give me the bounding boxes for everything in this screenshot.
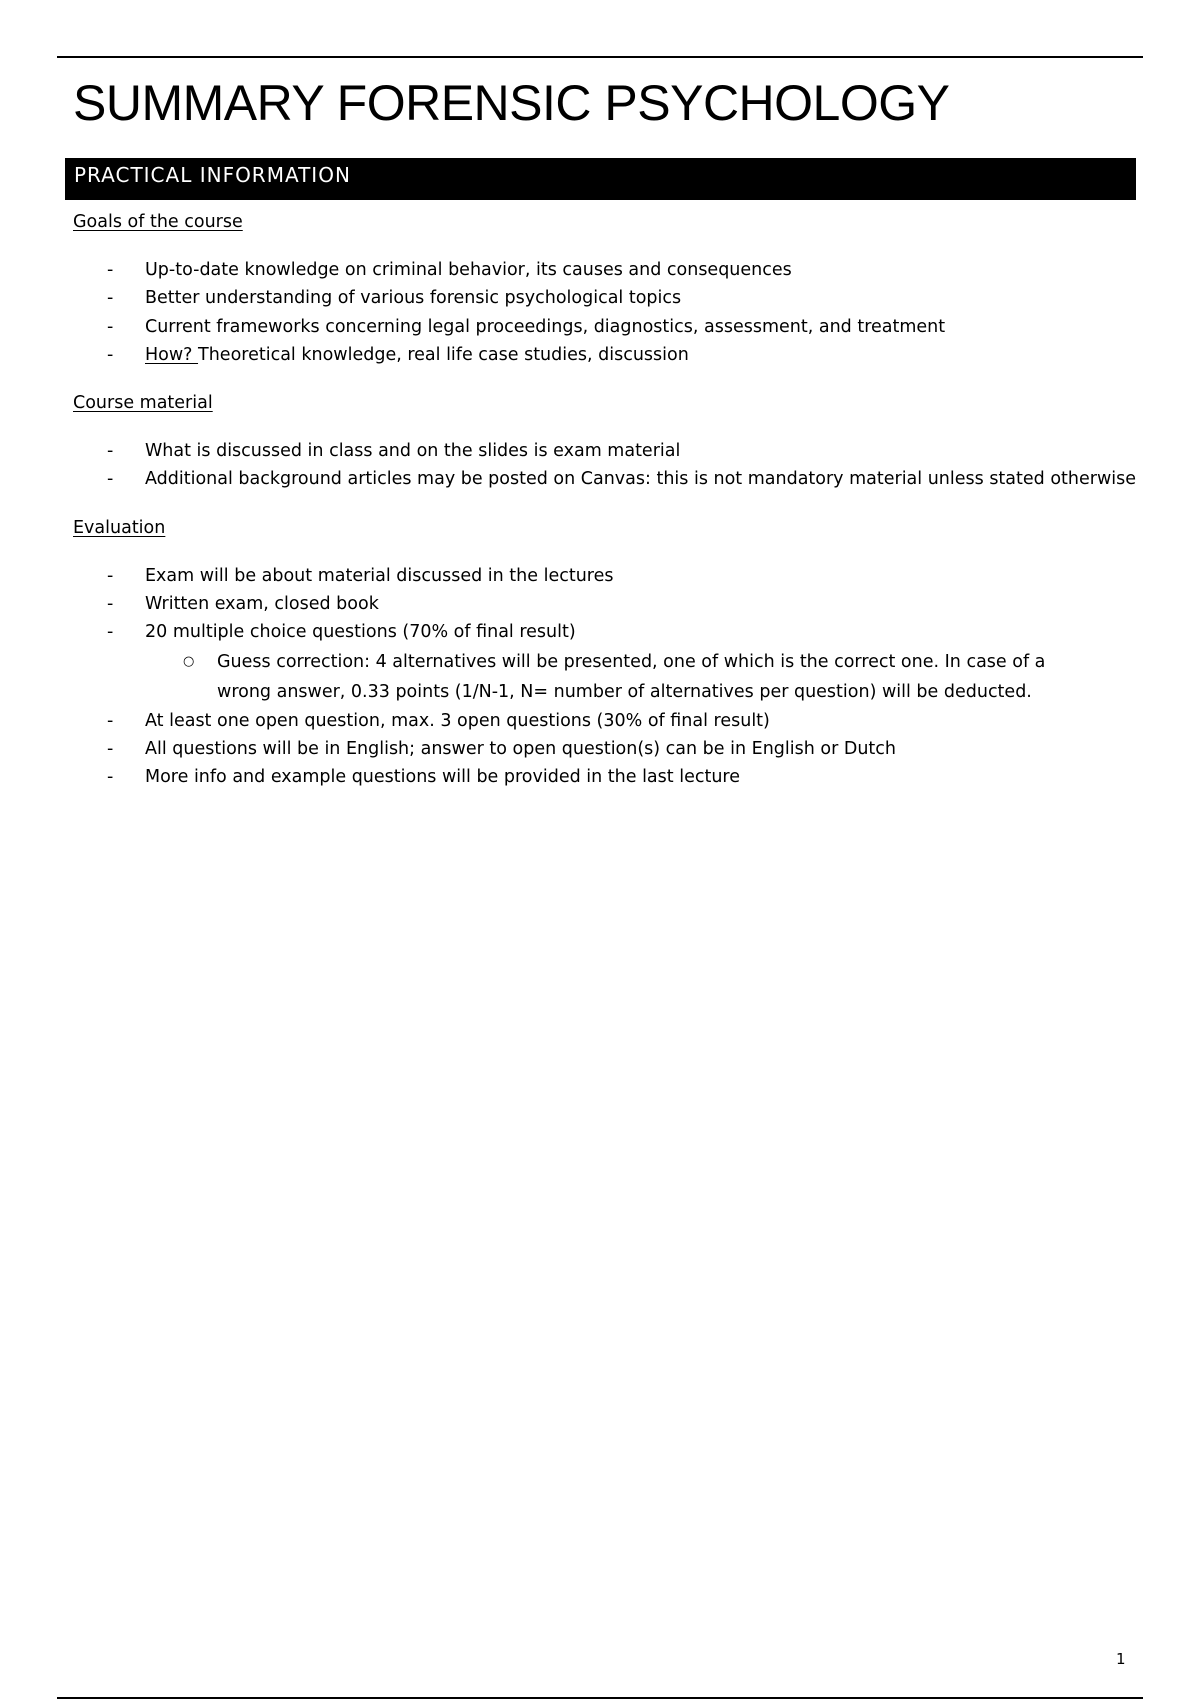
dash-bullet: - <box>107 767 114 788</box>
dash-bullet: - <box>107 288 114 309</box>
goals-heading: Goals of the course <box>73 212 243 232</box>
list-item <box>73 437 1133 465</box>
dash-bullet: - <box>107 710 114 731</box>
dash-bullet: - <box>107 316 114 337</box>
page-number: 1 <box>1116 1650 1126 1668</box>
evaluation-item-text: All questions will be in English; answer to open question(s) can be in English or Dutch <box>145 738 896 759</box>
list-item <box>73 707 1133 735</box>
circle-bullet: ○ <box>183 653 195 669</box>
dash-bullet: - <box>107 469 114 490</box>
course-material-heading: Course material <box>73 393 213 414</box>
material-item-text: What is discussed in class and on the slides is exam material <box>145 441 681 462</box>
how-label: How? <box>145 344 199 365</box>
top-rule <box>57 56 1143 58</box>
dash-bullet: - <box>107 622 114 643</box>
course-material-list <box>73 437 1136 494</box>
list-item <box>73 341 1133 369</box>
list-item <box>73 735 1133 763</box>
evaluation-list <box>73 562 1133 792</box>
section-title: PRACTICAL INFORMATION <box>74 163 351 187</box>
list-item <box>73 284 1133 312</box>
evaluation-item-text: Written exam, closed book <box>145 594 379 615</box>
evaluation-item-text: Exam will be about material discussed in the lectures <box>145 565 614 586</box>
dash-bullet: - <box>107 594 114 615</box>
dash-bullet: - <box>107 441 114 462</box>
goals-item-text: Up-to-date knowledge on criminal behavior, its causes and consequences <box>145 260 792 280</box>
guess-correction-text: Guess correction: 4 alternatives will be presented, one of which is the correct one. In case of a wrong answer, 0.33 points (1/N-1, N= number of alternatives per question) will be deducted. <box>217 651 1046 702</box>
sub-list-item <box>145 647 1102 707</box>
evaluation-heading: Evaluation <box>73 517 166 538</box>
goals-list <box>73 256 1133 369</box>
list-item <box>73 465 1136 493</box>
list-item <box>73 256 1133 284</box>
list-item <box>73 590 1133 618</box>
evaluation-item-text: At least one open question, max. 3 open questions (30% of final result) <box>145 710 770 731</box>
dash-bullet: - <box>107 344 114 365</box>
how-text: Theoretical knowledge, real life case studies, discussion <box>198 344 689 365</box>
goals-item-text: Better understanding of various forensic psychological topics <box>145 288 682 309</box>
list-item <box>73 562 1133 590</box>
document-body <box>73 208 1136 812</box>
material-item-text: Additional background articles may be posted on Canvas: this is not mandatory material unless stated otherwise <box>145 469 1136 490</box>
dash-bullet: - <box>107 260 114 280</box>
dash-bullet: - <box>107 738 114 759</box>
section-header-bar <box>65 158 1136 200</box>
dash-bullet: - <box>107 565 114 586</box>
document-title: SUMMARY FORENSIC PSYCHOLOGY <box>73 75 950 131</box>
bottom-rule <box>57 1697 1143 1699</box>
list-item <box>73 763 1133 791</box>
evaluation-item-text: More info and example questions will be provided in the last lecture <box>145 767 740 788</box>
goals-item-text: Current frameworks concerning legal proceedings, diagnostics, assessment, and treatment <box>145 316 946 337</box>
list-item <box>73 313 1133 341</box>
list-item <box>73 618 1133 706</box>
evaluation-item-text: 20 multiple choice questions (70% of final result) <box>145 622 576 643</box>
evaluation-sub-list <box>145 647 1133 707</box>
